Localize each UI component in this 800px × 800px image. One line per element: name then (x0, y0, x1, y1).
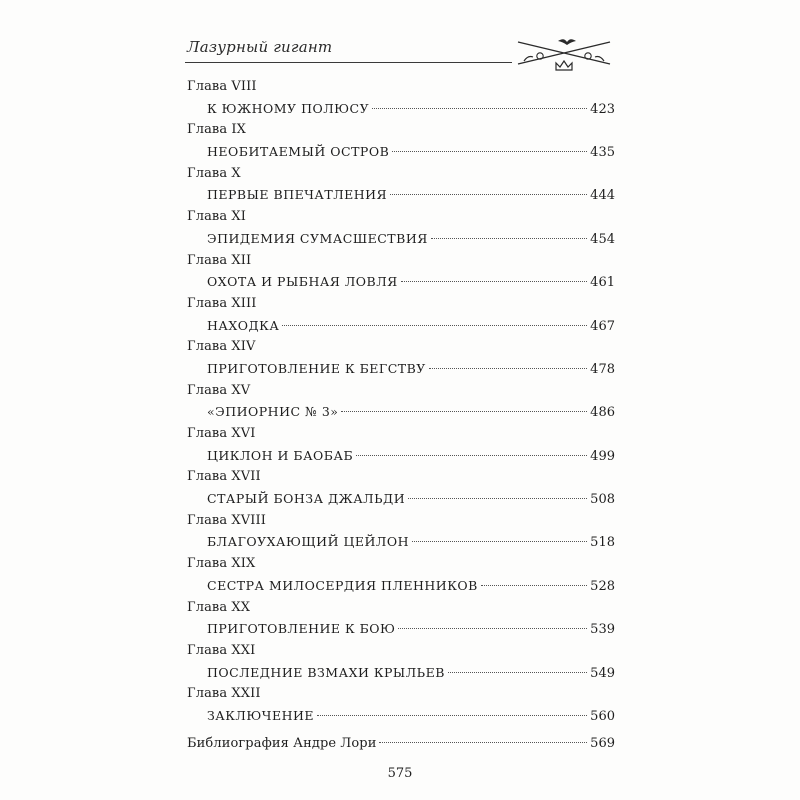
table-of-contents (185, 76, 615, 754)
chapter-title: СЕСТРА МИЛОСЕРДИЯ ПЛЕННИКОВ (207, 577, 478, 593)
dot-leader (401, 281, 587, 282)
running-header (185, 34, 620, 74)
chapter-page-number: 467 (590, 318, 615, 334)
bibliography-entry[interactable] (185, 733, 615, 755)
toc-entry[interactable] (185, 315, 615, 337)
toc-entry[interactable] (185, 271, 615, 293)
chapter-title: ПОСЛЕДНИЕ ВЗМАХИ КРЫЛЬЕВ (207, 664, 445, 680)
chapter-label: Глава XX (187, 599, 251, 615)
toc-entry[interactable] (185, 618, 615, 640)
chapter-label: Глава XII (187, 252, 252, 268)
bibliography-page-number: 569 (590, 735, 615, 751)
dot-leader (341, 411, 587, 412)
dot-leader (356, 455, 587, 456)
dot-leader (317, 715, 587, 716)
chapter-page-number: 539 (590, 622, 615, 638)
toc-entry[interactable] (185, 358, 615, 380)
chapter-title: СТАРЫЙ БОНЗА ДЖАЛЬДИ (207, 491, 406, 507)
dot-leader (431, 238, 587, 239)
dot-leader (429, 368, 587, 369)
toc-entry[interactable] (185, 98, 615, 120)
dot-leader (408, 498, 587, 499)
toc-entry[interactable] (185, 141, 615, 163)
chapter-label: Глава VIII (187, 79, 257, 94)
chapter-title: «ЭПИОРНИС № 3» (207, 404, 339, 420)
chapter-label: Глава XVIII (187, 512, 266, 528)
chapter-label: Глава XI (187, 209, 247, 225)
chapter-title: ПРИГОТОВЛЕНИЕ К БЕГСТВУ (207, 360, 426, 376)
toc-entry[interactable] (185, 488, 615, 510)
bibliography-title: Библиография Андре Лори (187, 735, 377, 751)
dot-leader (390, 194, 587, 195)
chapter-title: НАХОДКА (207, 317, 280, 333)
dot-leader (392, 151, 587, 152)
toc-entry[interactable] (185, 184, 615, 206)
chapter-label: Глава XIX (187, 556, 256, 572)
chapter-title: ЭПИДЕМИЯ СУМАСШЕСТВИЯ (207, 230, 428, 246)
chapter-page-number: 518 (590, 535, 615, 551)
chapter-title: ЗАКЛЮЧЕНИЕ (207, 707, 314, 723)
chapter-page-number: 486 (590, 405, 615, 421)
chapter-label: Глава XVII (187, 469, 261, 485)
dot-leader (481, 585, 587, 586)
chapter-page-number: 549 (590, 665, 615, 681)
toc-entry[interactable] (185, 705, 615, 727)
chapter-label: Глава X (187, 165, 241, 181)
running-title: Лазурный гигант (187, 38, 333, 56)
chapter-page-number: 508 (590, 492, 615, 508)
chapter-title: ОХОТА И РЫБНАЯ ЛОВЛЯ (207, 274, 398, 290)
toc-entry[interactable] (185, 401, 615, 423)
chapter-page-number: 454 (590, 231, 615, 247)
chapter-label: Глава XIII (187, 295, 257, 311)
dot-leader (412, 541, 587, 542)
dot-leader (379, 742, 587, 743)
toc-entry[interactable] (185, 531, 615, 553)
chapter-label: Глава XVI (187, 426, 256, 441)
chapter-page-number: 560 (590, 708, 615, 724)
chapter-label: Глава XXII (187, 686, 261, 702)
chapter-page-number: 528 (590, 578, 615, 594)
chapter-title: К ЮЖНОМУ ПОЛЮСУ (207, 100, 370, 116)
dot-leader (372, 108, 587, 109)
chapter-page-number: 435 (590, 145, 615, 161)
chapter-title: ЦИКЛОН И БАОБАБ (207, 447, 354, 463)
toc-entry[interactable] (185, 662, 615, 684)
chapter-page-number: 478 (590, 361, 615, 377)
toc-entry[interactable] (185, 445, 615, 467)
header-rule (185, 62, 512, 63)
chapter-label: Глава XXI (187, 642, 256, 658)
chapter-page-number: 444 (590, 188, 615, 204)
dot-leader (398, 628, 587, 629)
page-number: 575 (387, 766, 413, 781)
dot-leader (448, 672, 587, 673)
chapter-title: БЛАГОУХАЮЩИЙ ЦЕЙЛОН (207, 534, 409, 550)
chapter-label: Глава IX (187, 122, 247, 138)
toc-entry[interactable] (185, 228, 615, 250)
dot-leader (282, 325, 587, 326)
chapter-title: ПЕРВЫЕ ВПЕЧАТЛЕНИЯ (207, 187, 388, 203)
chapter-page-number: 423 (590, 101, 615, 117)
chapter-title: НЕОБИТАЕМЫЙ ОСТРОВ (207, 144, 390, 160)
chapter-title: ПРИГОТОВЛЕНИЕ К БОЮ (207, 621, 396, 637)
crossed-swords-crown-icon (510, 34, 620, 74)
chapter-page-number: 461 (590, 275, 615, 291)
chapter-label: Глава XV (187, 382, 251, 398)
chapter-label: Глава XIV (187, 339, 256, 355)
chapter-page-number: 499 (590, 448, 615, 464)
toc-entry[interactable] (185, 575, 615, 597)
